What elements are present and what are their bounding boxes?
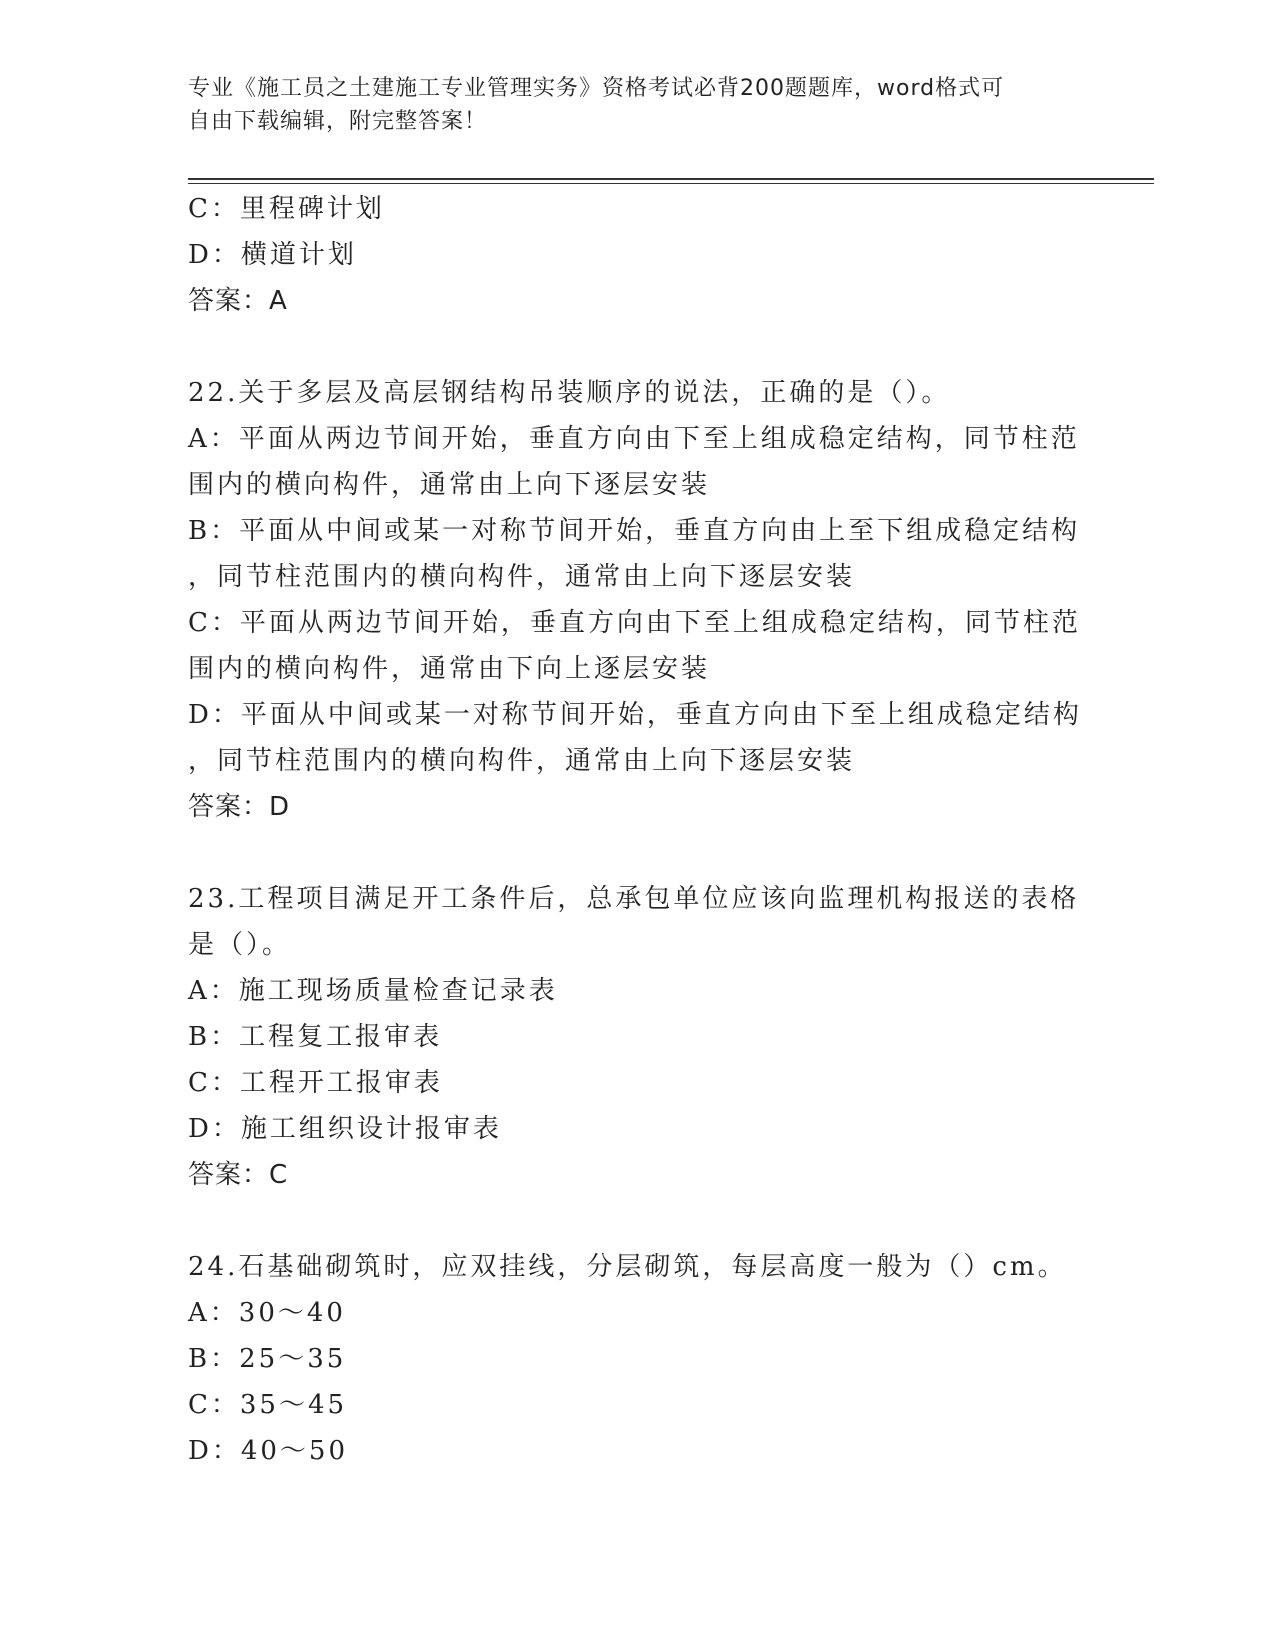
answer-line: 答案：A xyxy=(188,286,288,316)
option-a: A：30～40 xyxy=(188,1298,346,1328)
option-d-cont: ，同节柱范围内的横向构件，通常由上向下逐层安装 xyxy=(188,746,856,776)
option-a: A：平面从两边节间开始，垂直方向由下至上组成稳定结构，同节柱范 xyxy=(188,424,1080,454)
header-divider-thin xyxy=(188,183,1154,184)
question-22 xyxy=(188,370,1088,830)
question-21-tail xyxy=(188,186,1088,324)
header-divider-thick xyxy=(188,178,1154,180)
question-list xyxy=(188,186,1088,1474)
option-c: C：35～45 xyxy=(188,1390,348,1420)
option-d: D：40～50 xyxy=(188,1436,349,1466)
option-a: A：施工现场质量检查记录表 xyxy=(188,976,558,1006)
option-b: B：工程复工报审表 xyxy=(188,1022,443,1052)
spacer xyxy=(188,324,1088,370)
question-24 xyxy=(188,1244,1088,1474)
header-line-2: 自由下载编辑，附完整答案！ xyxy=(188,109,488,134)
question-stem: 22.关于多层及高层钢结构吊装顺序的说法，正确的是（）。 xyxy=(188,378,951,408)
answer-line: 答案：C xyxy=(188,1160,289,1190)
option-c: C：平面从两边节间开始，垂直方向由下至上组成稳定结构，同节柱范 xyxy=(188,608,1081,638)
question-stem: 23.工程项目满足开工条件后，总承包单位应该向监理机构报送的表格 xyxy=(188,884,1080,914)
question-23 xyxy=(188,876,1088,1198)
option-c: C：里程碑计划 xyxy=(188,194,385,224)
option-d: D：施工组织设计报审表 xyxy=(188,1114,502,1144)
option-d: D：横道计划 xyxy=(188,240,357,270)
question-stem: 24.石基础砌筑时，应双挂线，分层砌筑，每层高度一般为（）cm。 xyxy=(188,1252,1067,1282)
option-b-cont: ，同节柱范围内的横向构件，通常由上向下逐层安装 xyxy=(188,562,856,592)
option-c-cont: 围内的横向构件，通常由下向上逐层安装 xyxy=(188,654,711,684)
document-header xyxy=(188,72,1068,138)
spacer xyxy=(188,1198,1088,1244)
option-d: D：平面从中间或某一对称节间开始，垂直方向由下至上组成稳定结构 xyxy=(188,700,1082,730)
header-line-1: 专业《施工员之土建施工专业管理实务》资格考试必背200题题库，word格式可 xyxy=(188,76,1005,101)
option-a-cont: 围内的横向构件，通常由上向下逐层安装 xyxy=(188,470,711,500)
spacer xyxy=(188,830,1088,876)
answer-line: 答案：D xyxy=(188,792,291,822)
option-b: B：25～35 xyxy=(188,1344,347,1374)
question-stem-cont: 是（）。 xyxy=(188,930,292,960)
option-c: C：工程开工报审表 xyxy=(188,1068,443,1098)
option-b: B：平面从中间或某一对称节间开始，垂直方向由上至下组成稳定结构 xyxy=(188,516,1081,546)
